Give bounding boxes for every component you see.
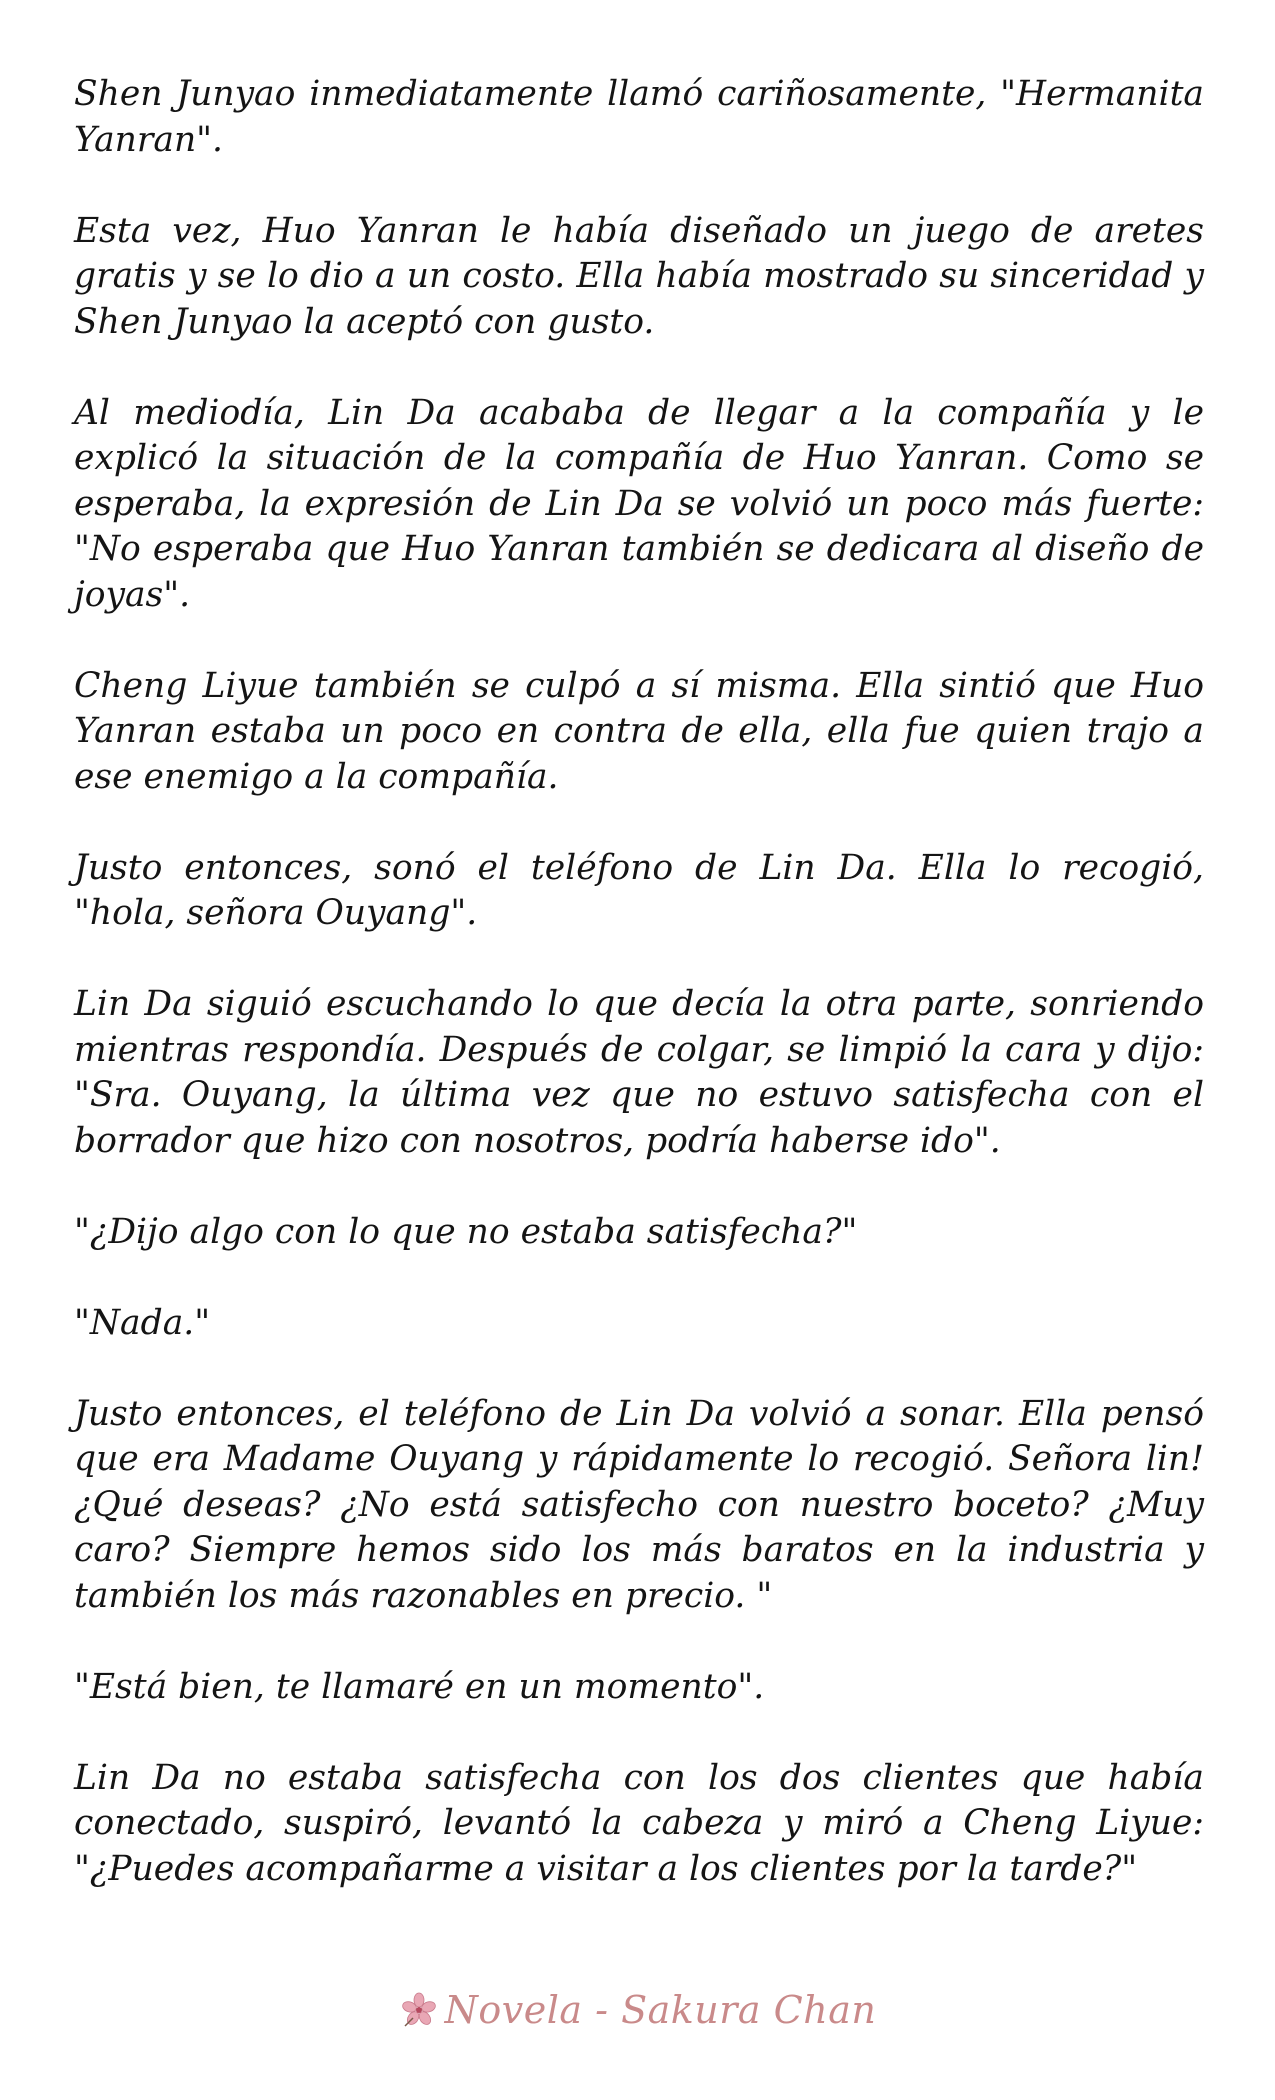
document-body <box>74 72 1204 1892</box>
sakura-flower-icon <box>399 1990 439 2030</box>
paragraph-4: Cheng Liyue también se culpó a sí misma. Ella sintió que Huo Yanran estaba un poco en contra de ella, ella fue quien trajo a ese enemigo a la compañía. <box>74 665 1204 797</box>
watermark <box>0 1986 1275 2034</box>
paragraph-7: "¿Dijo algo con lo que no estaba satisfecha?" <box>74 1211 858 1252</box>
watermark-text: Novela - Sakura Chan <box>444 1988 877 2032</box>
paragraph-2: Esta vez, Huo Yanran le había diseñado un juego de aretes gratis y se lo dio a un costo. Ella había mostrado su sinceridad y Shen Junyao la aceptó con gusto. <box>74 210 1204 342</box>
paragraph-3: Al mediodía, Lin Da acababa de llegar a la compañía y le explicó la situación de la compañía de Huo Yanran. Como se esperaba, la expresión de Lin Da se volvió un poco más fuerte: "No esperaba que Huo Yanran también se dedicara al diseño de joyas". <box>74 392 1204 615</box>
paragraph-5: Justo entonces, sonó el teléfono de Lin Da. Ella lo recogió, "hola, señora Ouyang". <box>74 847 1204 933</box>
paragraph-10: "Está bien, te llamaré en un momento". <box>74 1666 765 1707</box>
paragraph-1: Shen Junyao inmediatamente llamó cariñosamente, "Hermanita Yanran". <box>74 74 1204 160</box>
paragraph-8: "Nada." <box>74 1302 211 1343</box>
paragraph-11: Lin Da no estaba satisfecha con los dos clientes que había conectado, suspiró, levantó la cabeza y miró a Cheng Liyue: "¿Puedes acompañarme a visitar a los clientes por la tarde?" <box>74 1757 1204 1889</box>
paragraph-6: Lin Da siguió escuchando lo que decía la otra parte, sonriendo mientras respondía. Después de colgar, se limpió la cara y dijo: "Sra. Ouyang, la última vez que no estuvo satisfecha con el borrador que hizo con nosotros, podría haberse ido". <box>74 984 1204 1161</box>
paragraph-9: Justo entonces, el teléfono de Lin Da volvió a sonar. Ella pensó que era Madame Ouyang y rápidamente lo recogió. Señora lin! ¿Qué deseas? ¿No está satisfecho con nuestro boceto? ¿Muy caro? Siempre hemos sido los más baratos en la industria y también los más razonables en precio. " <box>74 1393 1204 1616</box>
